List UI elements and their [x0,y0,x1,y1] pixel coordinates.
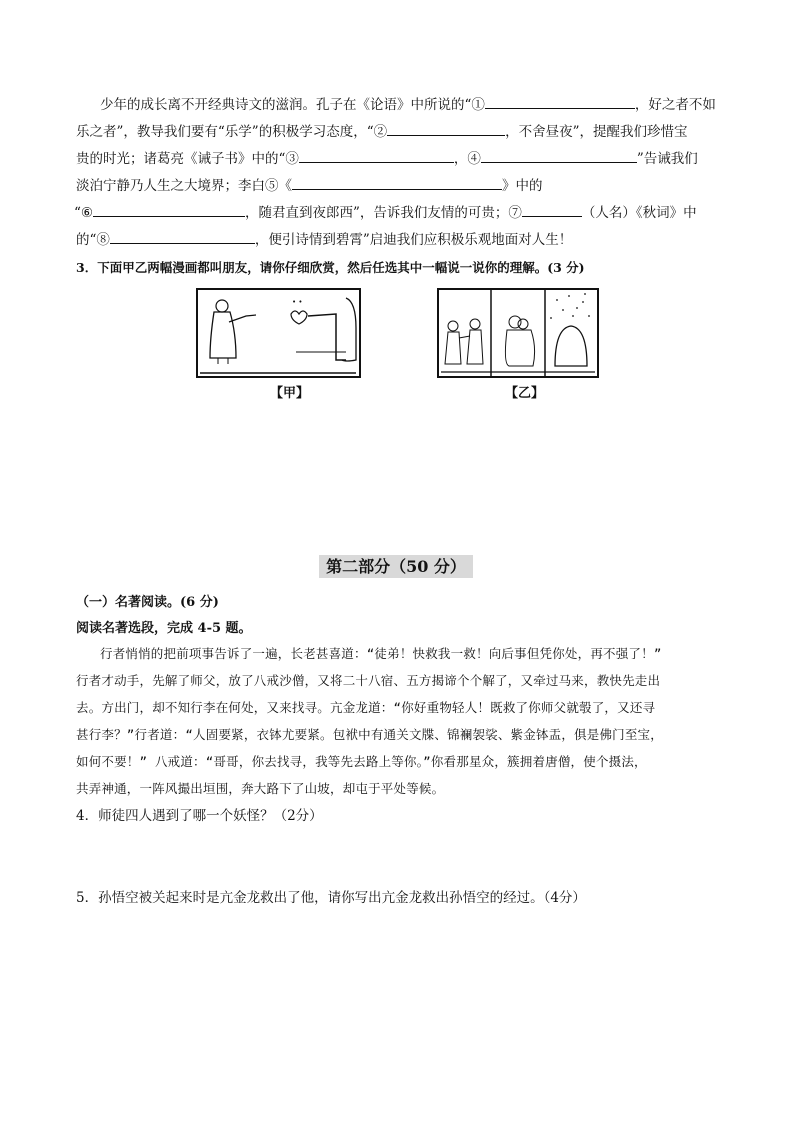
passage-line-2: 行者才动手，先解了师父，放了八戒沙僧，又将二十八宿、五方揭谛个个解了，又牵过马来，教快先走出 [76,673,661,688]
svg-text:• •: • • [292,298,303,306]
cartoon-yi [437,288,599,378]
passage-line-6: 共弄神通，一阵风撮出垣围，奔大路下了山坡，却屯于平处等候。 [76,781,445,796]
blank-2[interactable] [387,121,505,136]
cartoon-jia [196,288,361,378]
blank-7[interactable] [522,202,582,217]
text-segment: 淡泊宁静乃人生之大境界；李白⑤《 [76,178,292,194]
reading-instruction: 阅读名著选段，完成 4-5 题。 [76,621,252,636]
text-segment: ”告诫我们 [636,151,698,167]
passage-line-4: 甚行李？”行者道：“人固要紧，衣钵尤要紧。包袱中有通关文牒、锦襕袈裟、紫金钵盂，俱是佛门至宝， [76,727,663,742]
text-segment: 贵的时光；诸葛亮《诫子书》中的“③ [76,151,299,167]
question-4: 4．师徒四人遇到了哪一个妖怪？（2分） [76,808,323,824]
cartoon-jia-drawing [196,288,361,378]
question-5: 5．孙悟空被关起来时是亢金龙救出了他，请你写出亢金龙救出孙悟空的经过。（4分） [76,890,586,906]
passage-line-5: 如何不要！” 八戒道：“哥哥，你去找寻，我等先去路上等你。”你看那星众，簇拥着唐僧，使个摄法， [76,754,647,769]
poem-line-3 [76,148,698,169]
text-segment: ，④ [453,151,481,167]
text-segment: 少年的成长离不开经典诗文的滋润。孔子在《论语》中所说的“① [100,97,485,113]
blank-4[interactable] [481,148,637,163]
passage-line-1: 行者悄悄的把前项事告诉了一遍，长老甚喜道：“徒弟！快救我一救！向后事但凭你处，再不强了！” [100,646,662,661]
text-segment: （人名）《秋词》中 [581,205,697,221]
text-segment: ，便引诗情到碧霄”启迪我们应积极乐观地面对人生！ [254,232,573,248]
text-segment: 乐之者”，教导我们要有“乐学”的积极学习态度，“② [76,124,388,140]
caption-yi: 【乙】 [505,386,545,401]
poem-line-5 [74,202,697,223]
text-segment: ，不舍昼夜”，提醒我们珍惜宝 [505,124,688,140]
poem-line-6 [76,229,572,250]
poem-line-2 [76,121,688,142]
blank-6[interactable] [93,202,245,217]
question-3: 3．下面甲乙两幅漫画都叫朋友，请你仔细欣赏，然后任选其中一幅说一说你的理解。(3 分) [76,260,585,275]
poem-line-1 [100,94,716,115]
text-segment: ，好之者不如 [634,97,716,113]
caption-jia: 【甲】 [270,386,310,401]
blank-3[interactable] [299,148,454,163]
part-2-title: 第二部分（50 分） [319,555,473,578]
text-segment: ，随君直到夜郎西”，告诉我们友情的可贵；⑦ [245,205,522,221]
blank-5[interactable] [292,175,502,190]
section-heading-famous-books: （一）名著阅读。(6 分) [76,595,219,610]
text-segment: 》中的 [502,178,543,194]
blank-1[interactable] [485,94,635,109]
text-segment: 的“⑧ [76,232,110,248]
blank-8[interactable] [110,229,255,244]
poem-line-4 [76,175,543,196]
cartoon-yi-drawing [437,288,599,378]
passage-line-3: 去。方出门，却不知行李在何处，又来找寻。亢金龙道：“你好重物轻人！既救了你师父就彀了，又还寻 [76,700,656,715]
text-segment: “⑥ [74,205,94,221]
